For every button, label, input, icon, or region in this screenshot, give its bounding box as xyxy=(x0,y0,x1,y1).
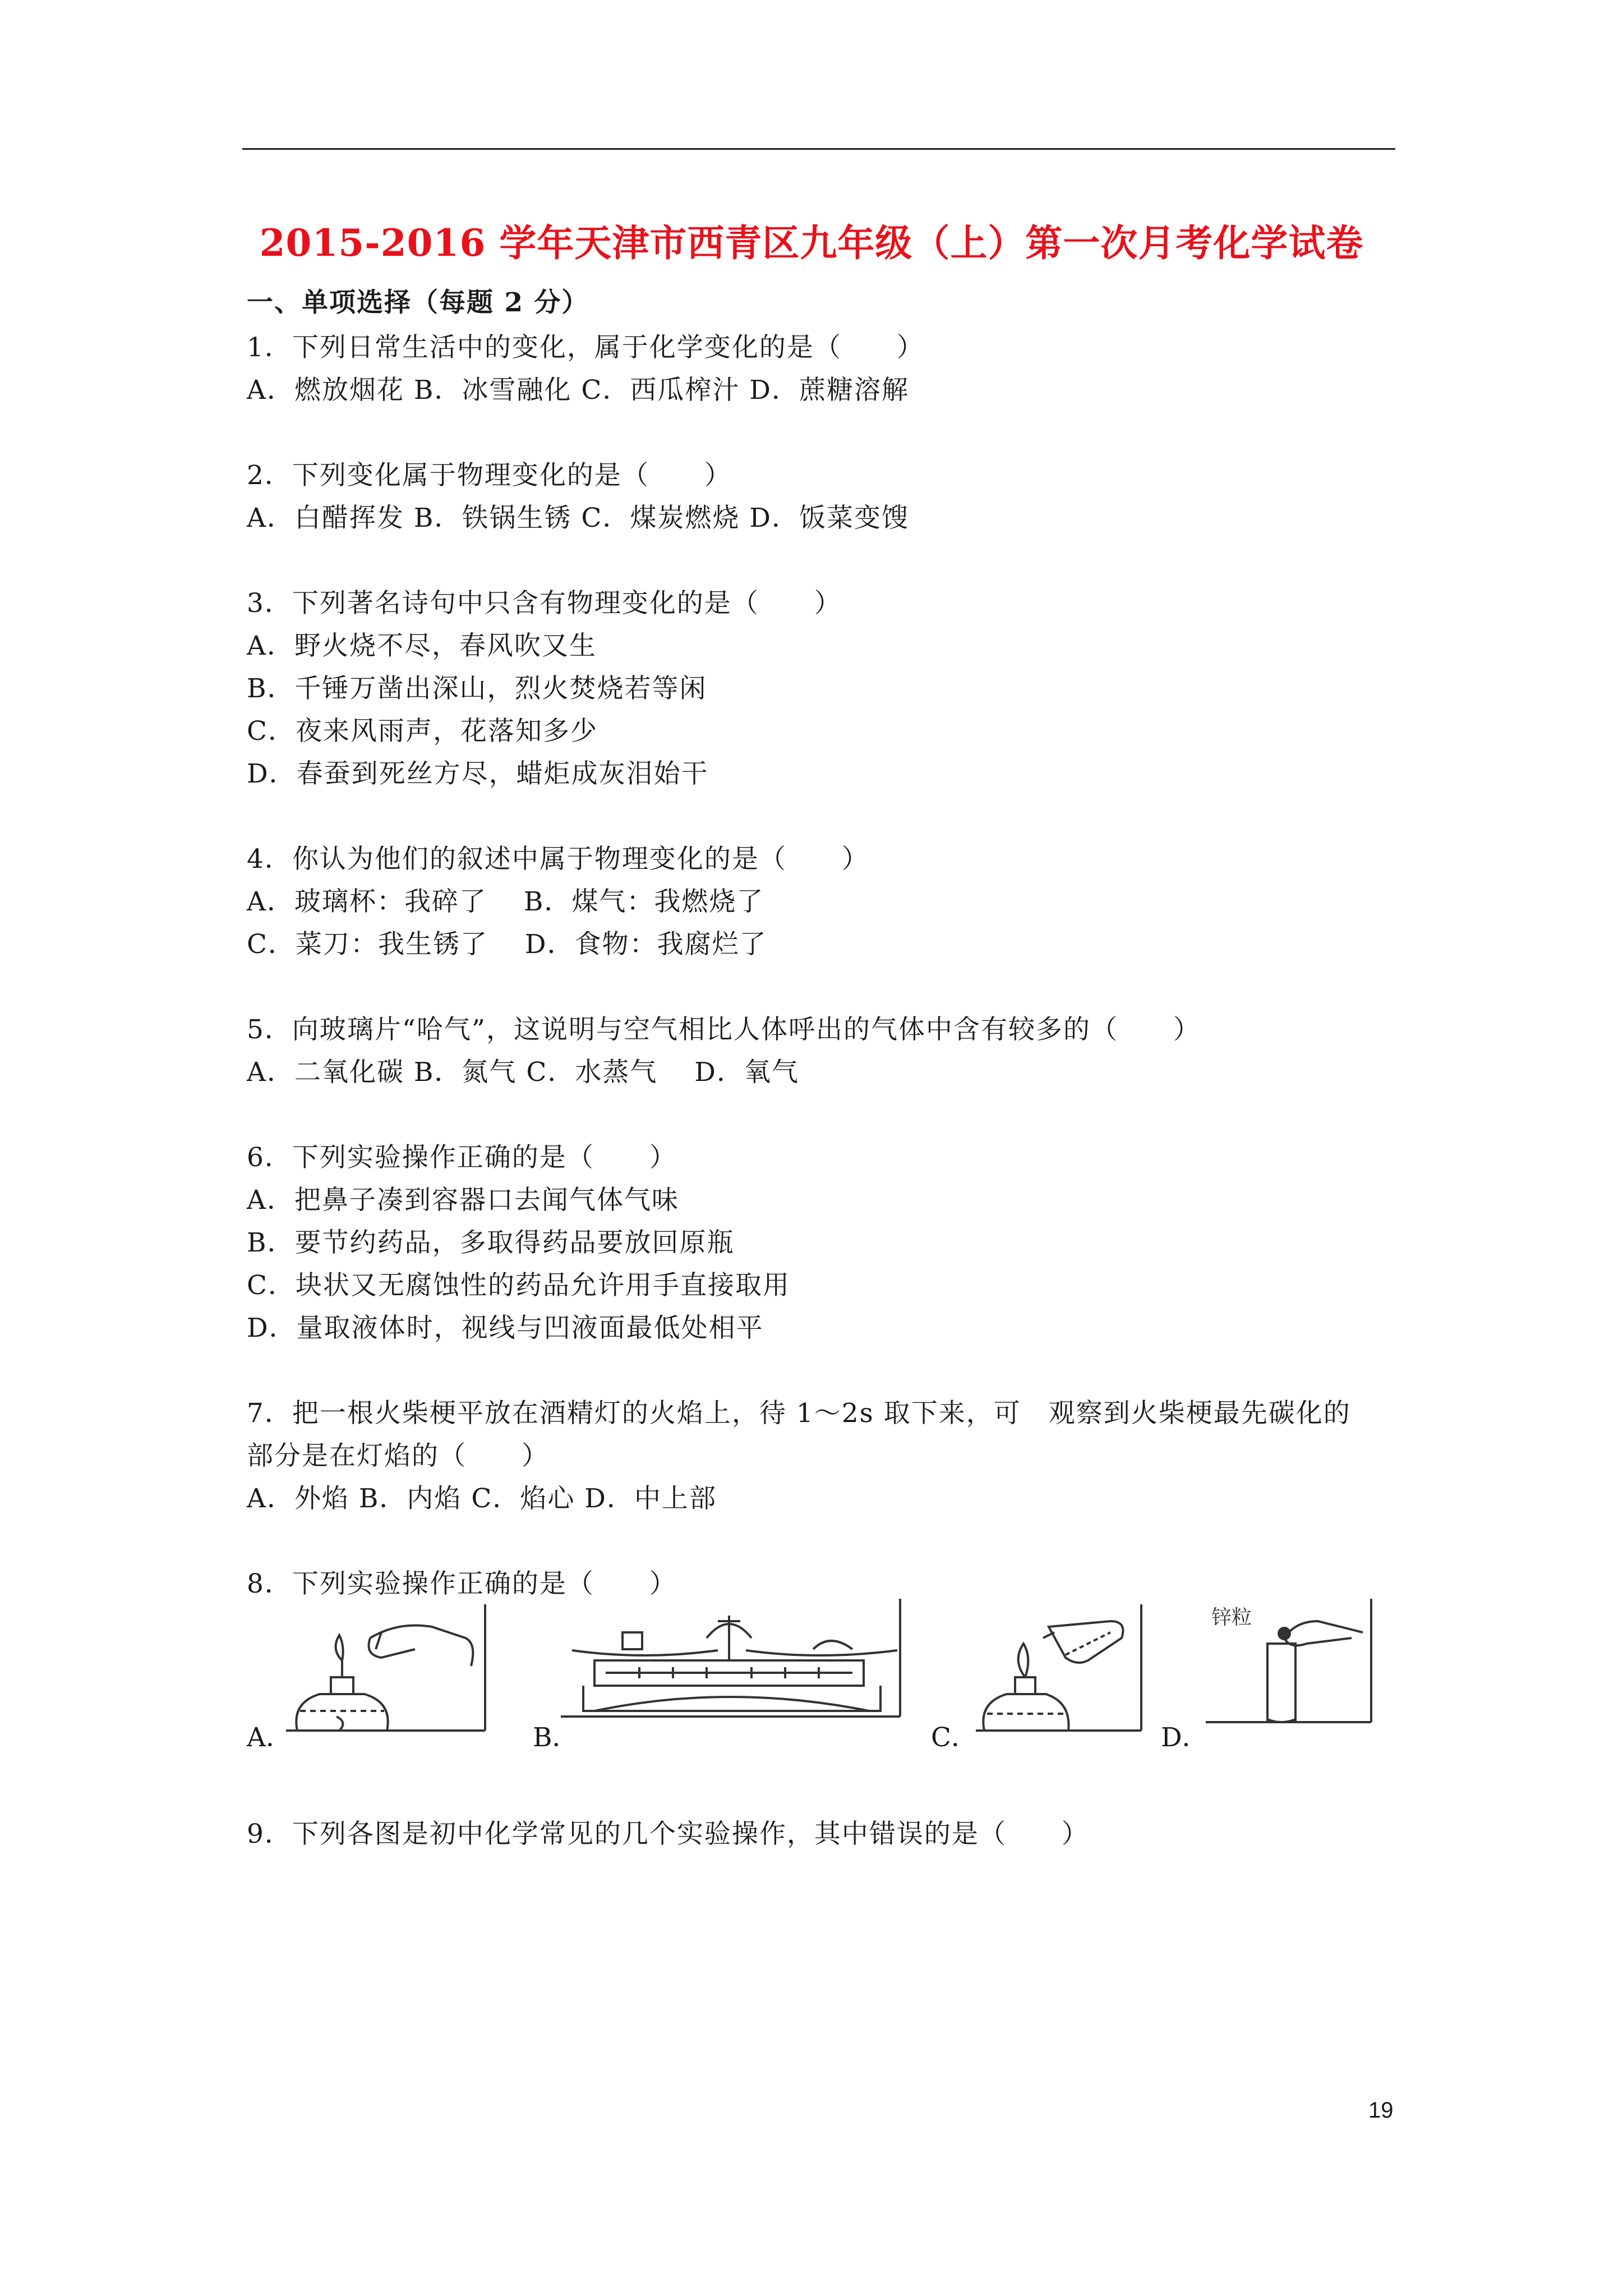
q6-option-c: C．块状又无腐蚀性的药品允许用手直接取用 xyxy=(247,1270,790,1301)
header-rule xyxy=(242,148,1395,150)
q8-label-b: B． xyxy=(533,1722,579,1753)
q5-stem: 5．向玻璃片“哈气”，这说明与空气相比人体呼出的气体中含有较多的（ ） xyxy=(247,1014,1201,1045)
figure-a-lighting-lamp xyxy=(286,1604,488,1733)
figure-d-zinc-tube xyxy=(1206,1599,1374,1725)
q7-stem-line1: 7．把一根火柴梗平放在酒精灯的火焰上，待 1～2s 取下来，可 观察到火柴梗最先碳化的 xyxy=(247,1398,1351,1429)
figure-b-balance xyxy=(561,1599,903,1719)
q9-stem: 9．下列各图是初中化学常见的几个实验操作，其中错误的是（ ） xyxy=(247,1819,1089,1849)
q4-options-ab: A．玻璃杯：我碎了 B．煤气：我燃烧了 xyxy=(247,886,764,917)
q8-label-c: C． xyxy=(931,1722,978,1753)
q3-option-c: C．夜来风雨声，花落知多少 xyxy=(247,716,598,747)
q6-stem: 6．下列实验操作正确的是（ ） xyxy=(247,1142,677,1173)
q2-stem: 2．下列变化属于物理变化的是（ ） xyxy=(247,460,732,491)
q1-stem: 1．下列日常生活中的变化，属于化学变化的是（ ） xyxy=(247,332,924,363)
section-heading: 一、单项选择（每题 2 分） xyxy=(247,287,589,318)
q8-label-a: A． xyxy=(247,1722,292,1753)
q3-option-a: A．野火烧不尽，春风吹又生 xyxy=(247,631,597,661)
exam-title: 2015-2016 学年天津市西青区九年级（上）第一次月考化学试卷 xyxy=(259,221,1364,265)
q6-option-b: B．要节约药品，多取得药品要放回原瓶 xyxy=(247,1227,735,1258)
q3-option-b: B．千锤万凿出深山，烈火焚烧若等闲 xyxy=(247,673,707,704)
page-number: 19 xyxy=(1368,2098,1394,2123)
zinc-label: 锌粒 xyxy=(1211,1606,1252,1629)
q6-option-d: D．量取液体时，视线与凹液面最低处相平 xyxy=(247,1313,764,1343)
q7-stem-line2: 部分是在灯焰的（ ） xyxy=(247,1441,549,1471)
q2-options: A．白醋挥发 B．铁锅生锈 C．煤炭燃烧 D．饭菜变馊 xyxy=(247,503,909,533)
q8-label-d: D． xyxy=(1161,1722,1209,1753)
q5-options: A．二氧化碳 B．氮气 C．水蒸气 D．氧气 xyxy=(247,1057,799,1088)
q3-option-d: D．春蚕到死丝方尽，蜡炬成灰泪始干 xyxy=(247,758,709,789)
q4-options-cd: C．菜刀：我生锈了 D．食物：我腐烂了 xyxy=(247,929,767,960)
q4-stem: 4．你认为他们的叙述中属于物理变化的是（ ） xyxy=(247,844,869,875)
figure-c-heating-tube xyxy=(976,1604,1144,1733)
q7-options: A．外焰 B．内焰 C．焰心 D．中上部 xyxy=(247,1483,717,1514)
q8-stem: 8．下列实验操作正确的是（ ） xyxy=(247,1568,677,1599)
q3-stem: 3．下列著名诗句中只含有物理变化的是（ ） xyxy=(247,588,842,619)
q6-option-a: A．把鼻子凑到容器口去闻气体气味 xyxy=(247,1185,679,1216)
q1-options: A．燃放烟花 B．冰雪融化 C．西瓜榨汁 D．蔗糖溶解 xyxy=(247,375,909,406)
